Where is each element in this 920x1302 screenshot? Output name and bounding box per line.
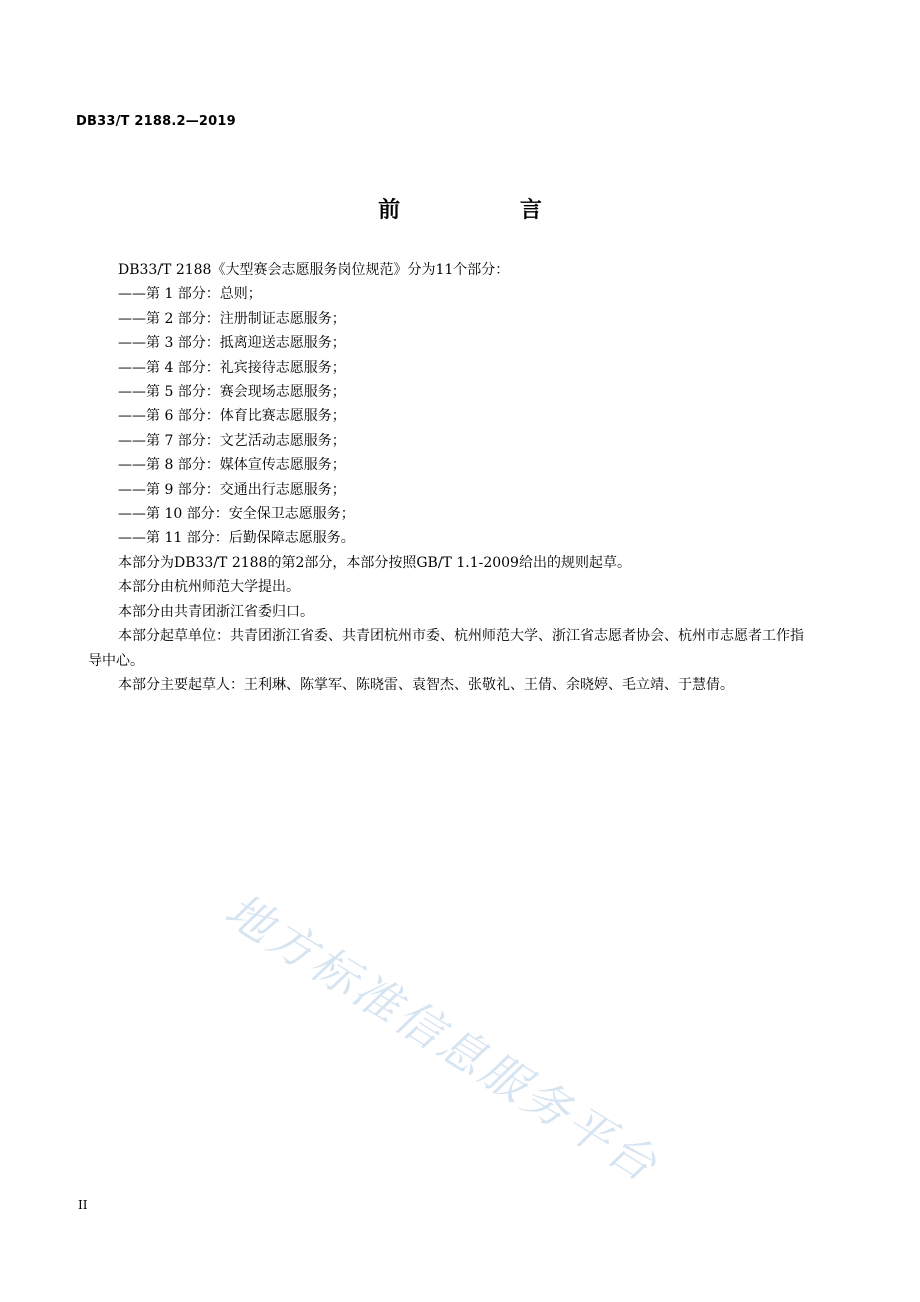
part-list-item: ——第 6 部分：体育比赛志愿服务； (118, 408, 346, 425)
part-list-item: ——第 4 部分：礼宾接待志愿服务； (118, 359, 346, 376)
standard-code: DB33/T 2188.2—2019 (76, 114, 236, 129)
drafters-paragraph: 本部分主要起草人：王利琳、陈掌军、陈晓雷、袁智杰、张敬礼、王倩、余晓婷、毛立靖、于慧倩。 (118, 676, 734, 693)
part-list-item: ——第 8 部分：媒体宣传志愿服务； (118, 457, 346, 474)
part-list-item: ——第 5 部分：赛会现场志愿服务； (118, 384, 346, 401)
part-list-item: ——第 2 部分：注册制证志愿服务； (118, 310, 346, 327)
proposed-by-paragraph: 本部分由杭州师范大学提出。 (118, 579, 300, 596)
drafting-units-paragraph: 本部分起草单位：共青团浙江省委、共青团杭州市委、杭州师范大学、浙江省志愿者协会、杭州市志愿者工作指导中心。 (88, 628, 804, 669)
managed-by-paragraph: 本部分由共青团浙江省委归口。 (118, 603, 314, 620)
page-number: II (78, 1198, 88, 1212)
part-list-item: ——第 7 部分：文艺活动志愿服务； (118, 432, 346, 449)
part-list-item: ——第 3 部分：抵离迎送志愿服务； (118, 335, 346, 352)
part-list-item: ——第 10 部分：安全保卫志愿服务； (118, 506, 355, 523)
watermark: 地方标准信息服务平台 (216, 882, 669, 1194)
part-list-item: ——第 11 部分：后勤保障志愿服务。 (118, 530, 355, 547)
part-list-item: ——第 1 部分：总则； (118, 286, 262, 303)
foreword-body (88, 258, 816, 697)
intro-paragraph: DB33/T 2188《大型赛会志愿服务岗位规范》分为11个部分： (118, 262, 510, 278)
part-list-item: ——第 9 部分：交通出行志愿服务； (118, 481, 346, 498)
page-title: 前 言 (378, 198, 598, 223)
drafting-rule-paragraph: 本部分为DB33/T 2188的第2部分，本部分按照GB/T 1.1-2009给出的规则起草。 (118, 554, 631, 571)
